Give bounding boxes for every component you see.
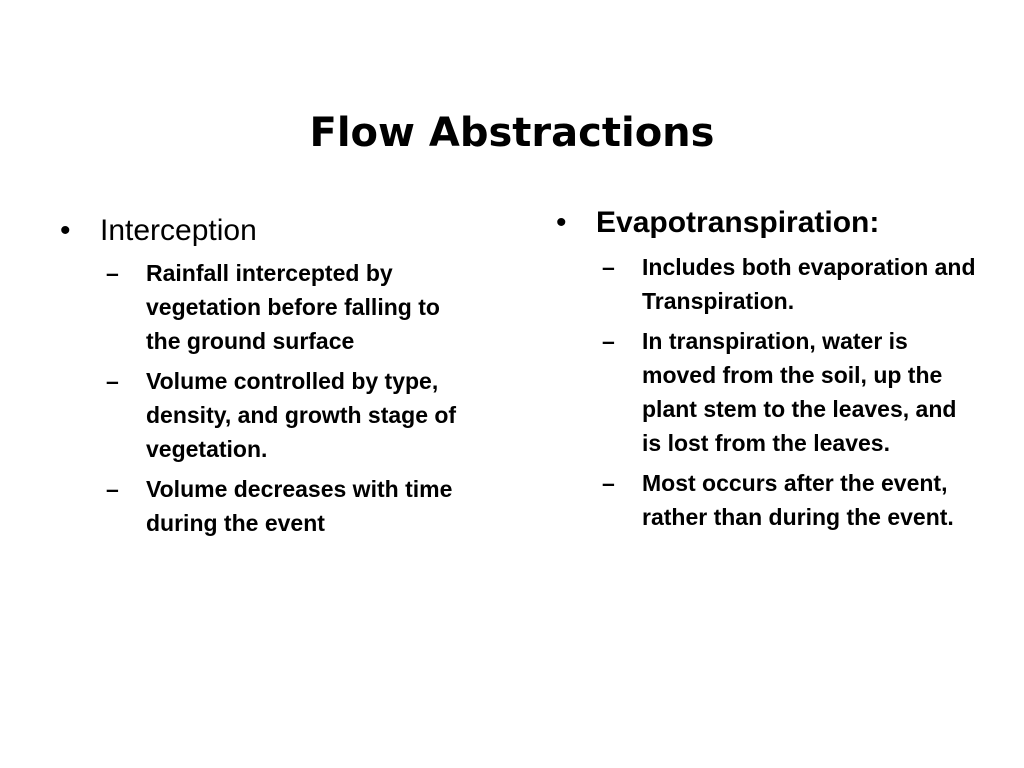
bullet-marker: • xyxy=(556,206,567,239)
sub-item-text: Most occurs after the event, rather than during the event. xyxy=(642,470,954,530)
dash-marker: – xyxy=(602,254,615,280)
slide-title: Flow Abstractions xyxy=(309,110,715,156)
sub-item xyxy=(106,364,470,466)
dash-marker: – xyxy=(106,476,119,502)
sub-item xyxy=(106,256,470,358)
sub-item xyxy=(602,466,976,534)
dash-marker: – xyxy=(106,368,119,394)
sub-item xyxy=(602,250,976,318)
bullet-heading: Evapotranspiration: xyxy=(596,206,880,239)
interception-subitems xyxy=(60,256,470,540)
dash-marker: – xyxy=(602,328,615,354)
sub-item-text: Volume decreases with time during the event xyxy=(146,476,453,536)
bullet-heading: Interception xyxy=(100,214,257,247)
sub-item xyxy=(602,324,976,460)
sub-item-text: Volume controlled by type, density, and growth stage of vegetation. xyxy=(146,368,457,462)
sub-item-text: Rainfall intercepted by vegetation before falling to the ground surface xyxy=(146,260,440,354)
sub-item xyxy=(106,472,470,540)
left-column xyxy=(60,212,470,546)
bullet-marker: • xyxy=(60,214,71,247)
sub-item-text: In transpiration, water is moved from the soil, up the plant stem to the leaves, and is lost from the leaves. xyxy=(642,328,957,456)
bullet-interception xyxy=(60,212,470,250)
dash-marker: – xyxy=(602,470,615,496)
evapotranspiration-subitems xyxy=(556,250,976,534)
bullet-evapotranspiration xyxy=(556,204,976,242)
right-column xyxy=(556,204,976,540)
sub-item-text: Includes both evaporation and Transpiration. xyxy=(642,254,976,314)
dash-marker: – xyxy=(106,260,119,286)
